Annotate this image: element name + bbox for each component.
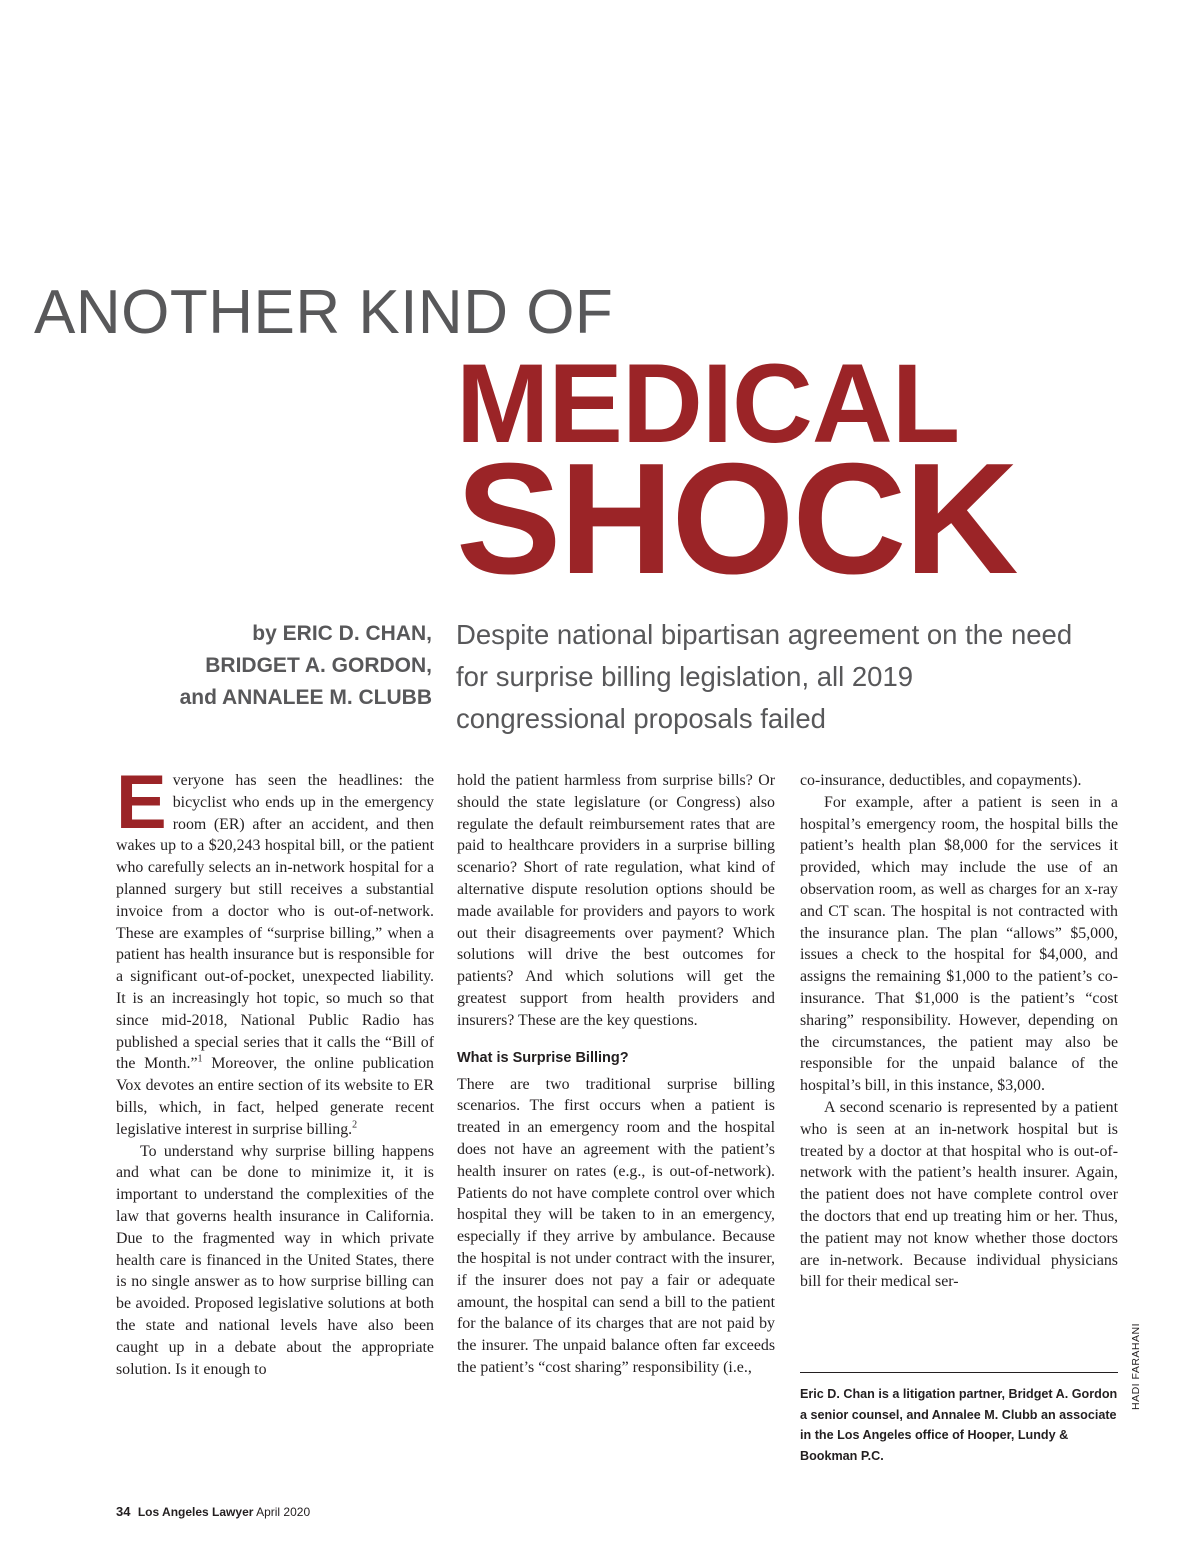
page-footer <box>116 1504 310 1519</box>
byline-prefix: by <box>252 622 277 645</box>
body-paragraph: co-insurance, deductibles, and copayments). <box>800 772 1082 789</box>
footnote-ref: 1 <box>197 1054 203 1066</box>
section-subhead: What is Surprise Billing? <box>457 1049 629 1066</box>
magazine-name: Los Angeles Lawyer <box>137 1505 254 1519</box>
byline-author-1: ERIC D. CHAN, <box>282 622 432 645</box>
body-text: Moreover, the online publication Vox devotes an entire section of its website to ER bills, which, in fact, helped generate recent legislative interest in surprise billing. <box>116 1055 434 1138</box>
body-paragraph: To understand why surprise billing happens and what can be done to minimize it, it is important to understand the complexities of the law that governs health insurance in California. Due to the fragmented way in which private health care is financed in the United States, there is no single answer as to how surprise billing can be avoided. Proposed legislative solutions at both the state and national levels have also been caught up in a debate about the appropriate solution. Is it enough to <box>116 1142 434 1378</box>
drop-cap: E <box>116 760 167 845</box>
body-column-1 <box>116 760 434 1380</box>
headline-kicker: ANOTHER KIND OF <box>34 278 614 347</box>
body-paragraph: A second scenario is represented by a patient who is seen at an in-network hospital but is treated by a doctor at that hospital who is out-of-network with the patient’s health insurer. Again, the patient does not have complete control over the doctors that end up treating him or her. Thus, the patient may not know whether those doctors are in-network. Because individual physicians bill for their medical ser- <box>800 1098 1118 1291</box>
body-column-3 <box>800 770 1118 1293</box>
author-bio: Eric D. Chan is a litigation partner, Bridget A. Gordon a senior counsel, and Annalee M. Clubb an associate in the Los Angeles office of Hooper, Lundy & Bookman P.C. <box>800 1387 1118 1463</box>
body-paragraph: For example, after a patient is seen in a hospital’s emergency room, the hospital bills the patient’s health plan $8,000 for the services it provided, which may include the use of an observation room, as well as charges for an x-ray and CT scan. The hospital is not contracted with the insurance plan. The plan “allows” $5,000, issues a check to the hospital for $4,000, and assigns the remaining $1,000 to the patient’s co-insurance. That $1,000 is the patient’s “cost sharing” responsibility. However, depending on the circumstances, the patient may also be responsible for the unpaid balance of the hospital’s bill, in this instance, $3,000. <box>800 793 1118 1095</box>
headline-title-line1: MEDICAL <box>456 341 960 466</box>
deck-subtitle: Despite national bipartisan agreement on the need for surprise billing legislation, all 2019 congressional proposals failed <box>456 619 1073 734</box>
body-paragraph: hold the patient harmless from surprise bills? Or should the state legislature (or Congress) also regulate the default reimbursement rates that are paid to healthcare providers in a surprise billing scenario? Short of rate regulation, what kind of alternative dispute resolution options should be made available for providers and payors to work out their disagreements over payment? Which solutions will drive the best outcomes for patients? And which solutions will get the greatest support from health providers and insurers? These are the key questions. <box>457 772 775 1029</box>
body-text: veryone has seen the headlines: the bicyclist who ends up in the emergency room (ER) after an accident, and then wakes up to a $20,243 hospital bill, or the patient who carefully selects an in-network hospital for a planned surgery but still receives a substantial invoice from a doctor who is out-of-network. These are examples of “surprise billing,” when a patient has health insurance but is responsible for a significant out-of-pocket, unexpected liability. It is an increasingly hot topic, so much so that since mid-2018, National Public Radio has published a special series that it calls the “Bill of the Month.” <box>116 772 434 1073</box>
byline-author-3: and ANNALEE M. CLUBB <box>179 686 432 709</box>
headline-title-line2: SHOCK <box>456 431 1017 607</box>
body-column-2 <box>457 770 775 1379</box>
bio-divider <box>800 1372 1118 1373</box>
byline <box>180 618 432 714</box>
page-number: 34 <box>116 1504 131 1519</box>
byline-author-2: BRIDGET A. GORDON, <box>205 654 432 677</box>
byline-line-1 <box>180 618 432 650</box>
body-paragraph: There are two traditional surprise billing scenarios. The first occurs when a patient is treated in an emergency room and the hospital does not have an agreement with the patient’s health insurer on rates (e.g., is out-of-network). Patients do not have complete control over which hospital they will be taken to in an emergency, especially if they arrive by ambulance. Because the hospital is not under contract with the insurer, if the insurer does not pay a fair or adequate amount, the hospital can send a bill to the patient for the balance of its charges that are not paid by the insurer. The unpaid balance often far exceeds the patient’s “cost sharing” responsibility (i.e., <box>457 1075 775 1376</box>
footnote-ref: 2 <box>352 1119 358 1131</box>
issue-date: April 2020 <box>256 1505 311 1519</box>
body-paragraph <box>116 760 434 1141</box>
photo-credit: HADI FARAHANI <box>1130 1322 1142 1410</box>
